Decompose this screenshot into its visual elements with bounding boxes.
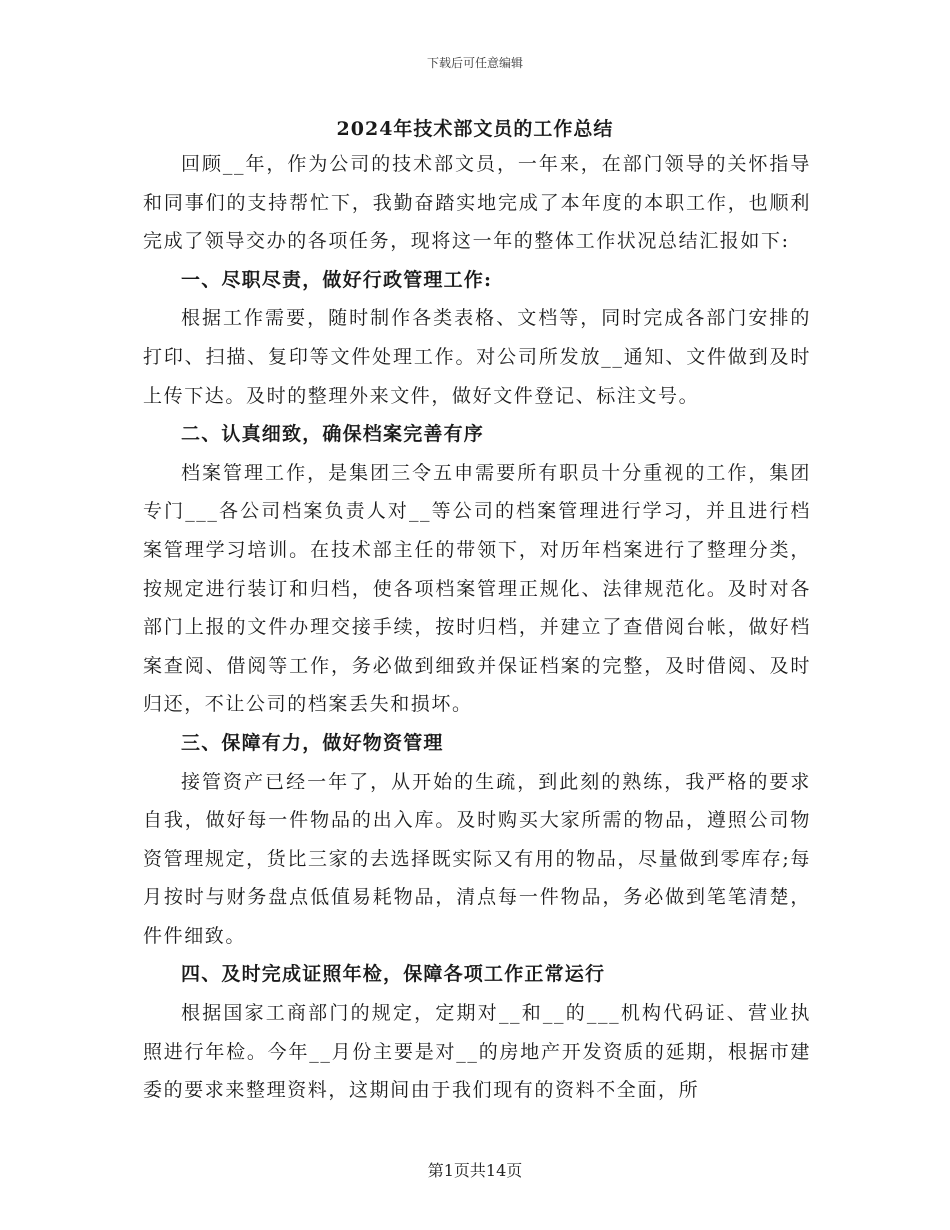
section-paragraph: 根据国家工商部门的规定，定期对__和__的___机构代码证、营业执照进行年检。今年__月份主要是对__的房地产开发资质的延期，根据市建委的要求来整理资料，这期间由于我们现有的资料不全面，所 [143,1002,811,1102]
section-heading: 四、及时完成证照年检，保障各项工作正常运行 [181,963,606,986]
section-heading: 三、保障有力，做好物资管理 [181,731,444,754]
section-paragraph: 根据工作需要，随时制作各类表格、文档等，同时完成各部门安排的打印、扫描、复印等文件处理工作。对公司所发放__通知、文件做到及时上传下达。及时的整理外来文件，做好文件登记、标注文号。 [143,307,811,407]
intro-paragraph: 回顾__年，作为公司的技术部文员，一年来，在部门领导的关怀指导和同事们的支持帮忙下，我勤奋踏实地完成了本年度的本职工作，也顺利完成了领导交办的各项任务，现将这一年的整体工作状况总结汇报如下: [143,153,811,253]
section-paragraph: 接管资产已经一年了，从开始的生疏，到此刻的熟练，我严格的要求自我，做好每一件物品的出入库。及时购买大家所需的物品，遵照公司物资管理规定，货比三家的去选择既实际又有用的物品，尽量做到零库存;每月按时与财务盘点低值易耗物品，清点每一件物品，务必做到笔笔清楚，件件细致。 [143,770,811,947]
page-header: 下载后可任意编辑 [426,56,523,70]
page-footer: 第1页共14页 [427,1161,523,1180]
section-heading: 二、认真细致，确保档案完善有序 [181,423,485,446]
section-paragraph: 档案管理工作，是集团三令五申需要所有职员十分重视的工作，集团专门___各公司档案负责人对__等公司的档案管理进行学习，并且进行档案管理学习培训。在技术部主任的带领下，对历年档案进行了整理分类，按规定进行装订和归档，使各项档案管理正规化、法律规范化。及时对各部门上报的文件办理交接手续，按时归档，并建立了查借阅台帐，做好档案查阅、借阅等工作，务必做到细致并保证档案的完整，及时借阅、及时归还，不让公司的档案丢失和损坏。 [143,461,811,716]
document-title: 2024年技术部文员的工作总结 [336,118,614,140]
document-body [143,145,811,1110]
section-heading: 一、尽职尽责，做好行政管理工作: [181,268,493,291]
